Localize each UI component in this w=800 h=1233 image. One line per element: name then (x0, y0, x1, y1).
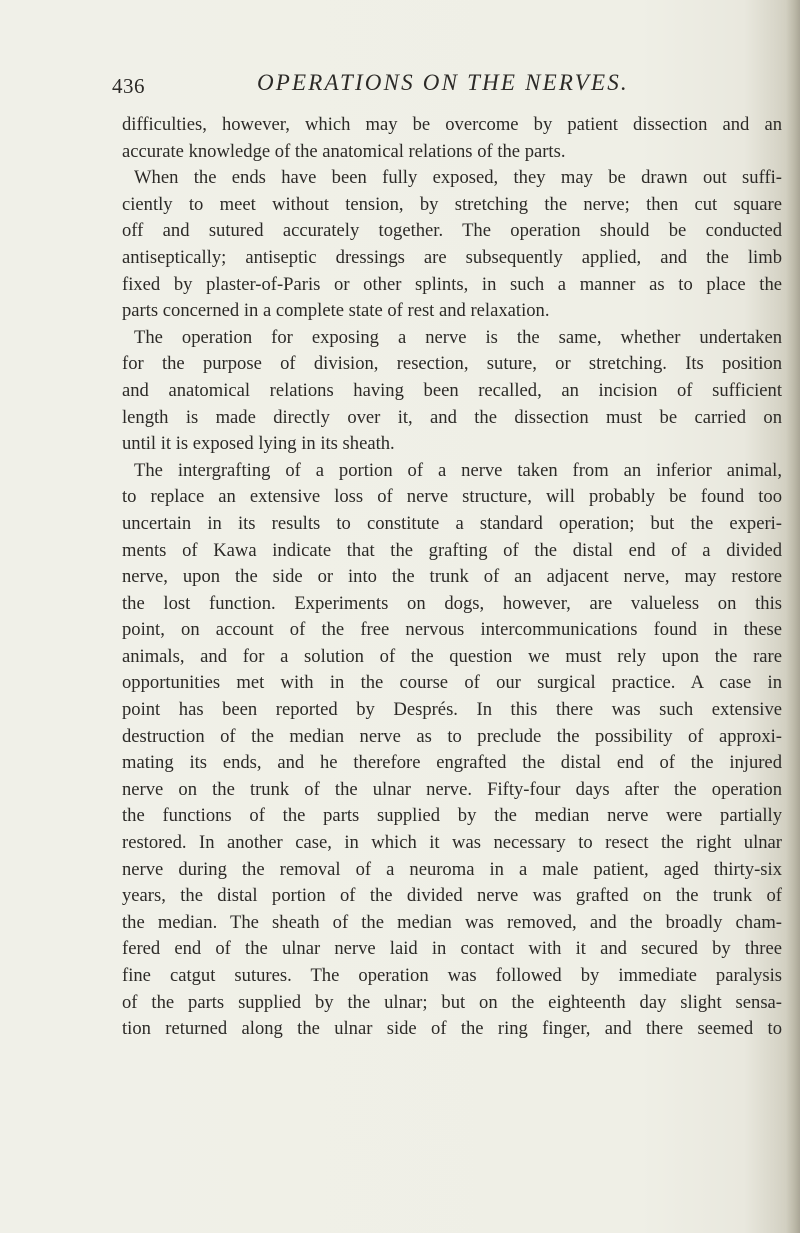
text-line: nerve on the trunk of the ulnar nerve. Fifty-four days after the operation (122, 778, 782, 800)
text-line: the functions of the parts supplied by the median nerve were partially (122, 805, 782, 827)
text-line: mating its ends, and he therefore engrafted the distal end of the injured (122, 752, 782, 774)
text-line: When the ends have been fully exposed, they may be drawn out suffi- (134, 167, 782, 189)
text-line: off and sutured accurately together. The operation should be conducted (122, 220, 782, 242)
text-line: accurate knowledge of the anatomical relations of the parts. (122, 140, 566, 162)
text-line: destruction of the median nerve as to preclude the possibility of approxi- (122, 725, 782, 747)
text-line: the lost function. Experiments on dogs, however, are valueless on this (122, 592, 782, 614)
text-line: nerve during the removal of a neuroma in a male patient, aged thirty-six (122, 858, 782, 880)
text-line: until it is exposed lying in its sheath. (122, 433, 395, 455)
text-line: fered end of the ulnar nerve laid in contact with it and secured by three (122, 938, 782, 960)
text-line: of the parts supplied by the ulnar; but on the eighteenth day slight sensa- (122, 991, 782, 1013)
text-line: the median. The sheath of the median was removed, and the broadly cham- (122, 911, 782, 933)
text-line: to replace an extensive loss of nerve structure, will probably be found too (122, 486, 782, 508)
text-line: opportunities met with in the course of our surgical practice. A case in (122, 672, 782, 694)
text-line: antiseptically; antiseptic dressings are subsequently applied, and the limb (122, 246, 782, 268)
text-line: The intergrafting of a portion of a nerve taken from an inferior animal, (134, 459, 782, 481)
text-line: restored. In another case, in which it was necessary to resect the right ulnar (122, 832, 782, 854)
text-line: nerve, upon the side or into the trunk of an adjacent nerve, may restore (122, 566, 782, 588)
text-line: difficulties, however, which may be overcome by patient dissection and an (122, 114, 782, 135)
text-line: fine catgut sutures. The operation was followed by immediate paralysis (122, 965, 782, 986)
text-line: point, on account of the free nervous intercommunications found in these (122, 619, 782, 641)
page-header (112, 68, 752, 104)
text-line: animals, and for a solution of the question we must rely upon the rare (122, 645, 782, 667)
text-line: uncertain in its results to constitute a standard operation; but the experi- (122, 512, 782, 534)
body-text (122, 112, 782, 1043)
text-line: and anatomical relations having been recalled, an incision of sufficient (122, 379, 782, 401)
text-line: tion returned along the ulnar side of the ring finger, and there seemed to (122, 1018, 782, 1040)
page-number: 436 (112, 74, 145, 98)
text-line: length is made directly over it, and the dissection must be carried on (122, 406, 782, 428)
running-head: OPERATIONS ON THE NERVES. (257, 70, 629, 95)
text-line: years, the distal portion of the divided nerve was grafted on the trunk of (122, 885, 782, 907)
text-line: for the purpose of division, resection, suture, or stretching. Its position (122, 353, 782, 375)
text-line: point has been reported by Després. In this there was such extensive (122, 699, 782, 721)
text-line: The operation for exposing a nerve is the same, whether undertaken (134, 326, 782, 348)
page-edge-shadow (786, 0, 800, 1233)
text-line: ments of Kawa indicate that the grafting of the distal end of a divided (122, 539, 782, 561)
text-line: parts concerned in a complete state of rest and relaxation. (122, 300, 550, 322)
text-line: ciently to meet without tension, by stretching the nerve; then cut square (122, 193, 782, 215)
text-line: fixed by plaster-of-Paris or other splints, in such a manner as to place the (122, 273, 782, 295)
